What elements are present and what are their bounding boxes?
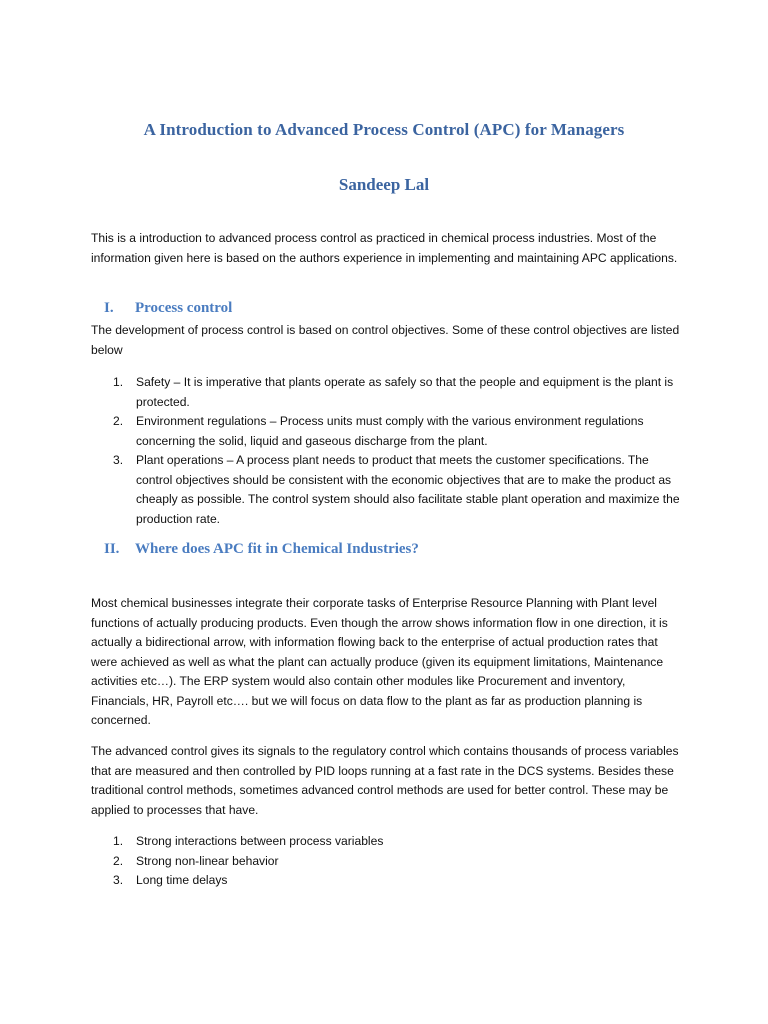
list-item-number: 3. — [113, 873, 124, 887]
list-item — [91, 852, 683, 872]
list-item-number: 1. — [113, 834, 124, 848]
process-control-paragraph: The development of process control is based on control objectives. Some of these control objectives are listed below — [91, 323, 680, 357]
document-author: Sandeep Lal — [338, 175, 430, 194]
list-item-number: 1. — [113, 375, 124, 389]
advanced-control-paragraph: The advanced control gives its signals to the regulatory control which contains thousands of process variables that are measured and then controlled by PID loops running at a fast rate in the DCS systems. Besides these traditional control methods, sometimes advanced control methods are used for better control. These may be applied to processes that have. — [91, 744, 679, 817]
section-heading-process-control — [91, 300, 232, 317]
section-heading-apc-fit — [91, 541, 419, 558]
erp-paragraph: Most chemical businesses integrate their corporate tasks of Enterprise Resource Planning with Plant level functions of actually producing products. Even though the arrow shows information flow in one direction, it is actually a bidirectional arrow, with information flowing back to the enterprise of actual production rates that were achieved as well as what the plant can actually produce (given its equipment limitations, Maintenance activities etc…). The ERP system would also contain other modules like Procurement and inventory, Financials, HR, Payroll etc…. but we will focus on data flow to the plant as far as production planning is concerned. — [91, 596, 668, 727]
list-item-text: Strong interactions between process variables — [136, 834, 384, 848]
list-item-number: 3. — [113, 453, 124, 467]
control-objectives-list — [91, 373, 683, 529]
list-item-text: Environment regulations – Process units must comply with the various environment regulations concerning the solid, liquid and gaseous discharge from the plant. — [136, 414, 644, 448]
list-item — [91, 451, 683, 529]
section-number: I. — [104, 300, 114, 316]
list-item — [91, 832, 683, 852]
list-item-number: 2. — [113, 414, 124, 428]
list-item-text: Strong non-linear behavior — [136, 853, 279, 868]
list-item — [91, 373, 683, 412]
section-number: II. — [104, 541, 120, 557]
section-heading-text: Process control — [135, 300, 233, 316]
intro-paragraph: This is a introduction to advanced process control as practiced in chemical process industries. Most of the information given here is based on the authors experience in implementing and maintaining APC applications. — [91, 231, 678, 265]
list-item-text: Long time delays — [136, 873, 228, 887]
list-item-number: 2. — [113, 853, 124, 868]
list-item — [91, 871, 683, 891]
section-heading-text: Where does APC fit in Chemical Industries? — [135, 541, 419, 557]
list-item-text: Safety – It is imperative that plants operate as safely so that the people and equipment is the plant is protected. — [136, 375, 674, 409]
document-title: A Introduction to Advanced Process Control (APC) for Managers — [143, 120, 625, 139]
list-item — [91, 412, 683, 451]
list-item-text: Plant operations – A process plant needs to product that meets the customer specifications. The control objectives should be consistent with the economic objectives that are to make the product as cheaply as possible. The control system should also facilitate stable plant operation and maximize the production rate. — [136, 453, 680, 526]
process-characteristics-list — [91, 832, 683, 891]
